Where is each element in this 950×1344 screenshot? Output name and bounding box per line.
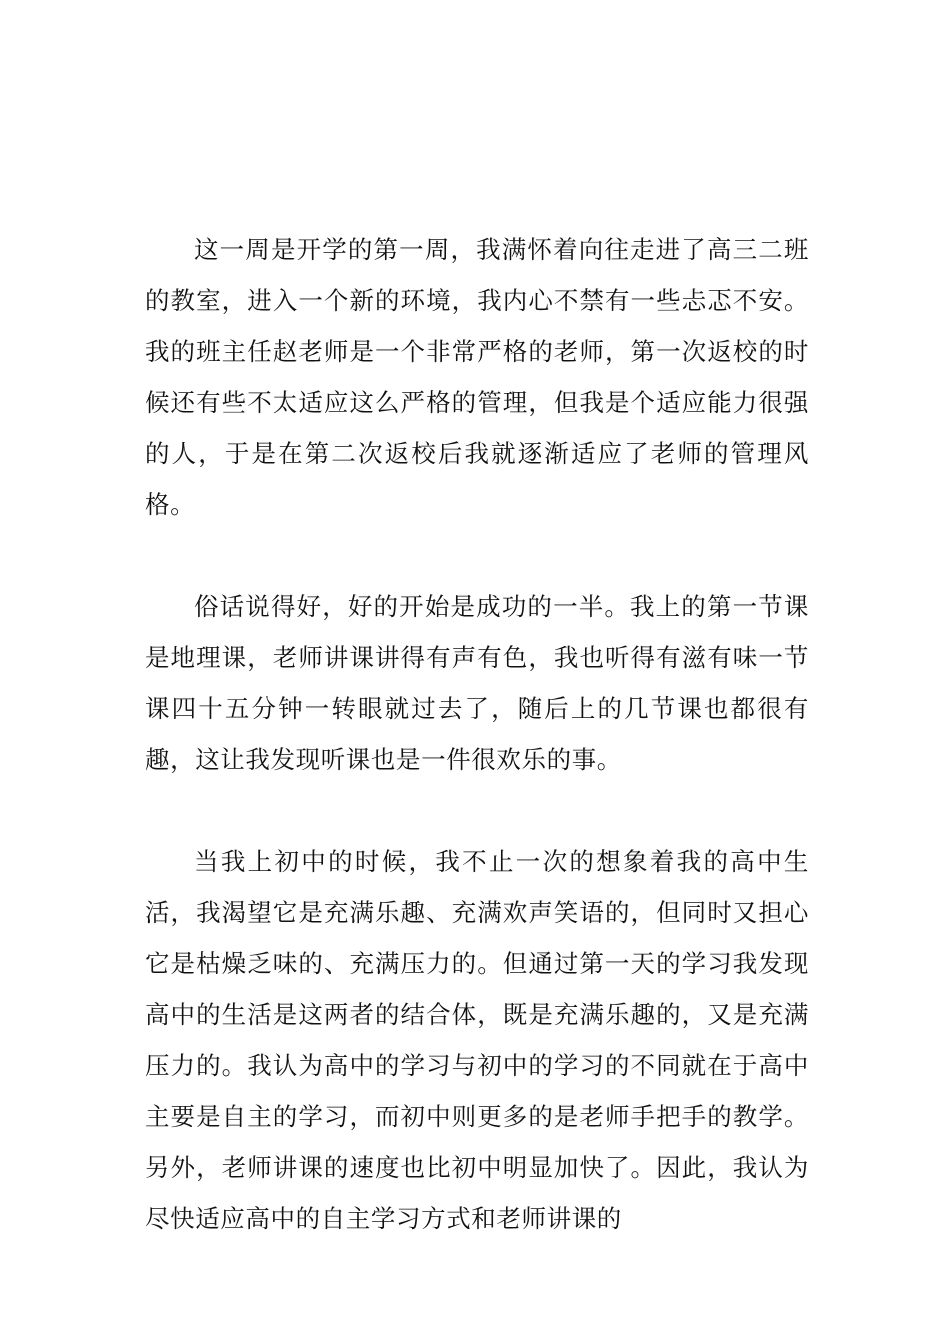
paragraph-2: 俗话说得好，好的开始是成功的一半。我上的第一节课是地理课，老师讲课讲得有声有色，我也听得有滋有味一节课四十五分钟一转眼就过去了，随后上的几节课也都很有趣，这让我发现听课也是一件很欢乐的事。	[145, 592, 809, 774]
paragraph-1: 这一周是开学的第一周，我满怀着向往走进了高三二班的教室，进入一个新的环境，我内心不禁有一些忐忑不安。我的班主任赵老师是一个非常严格的老师，第一次返校的时候还有些不太适应这么严格的管理，但我是个适应能力很强的人，于是在第二次返校后我就逐渐适应了老师的管理风格。	[145, 235, 809, 519]
document-body	[145, 224, 809, 1244]
paragraph-3: 当我上初中的时候，我不止一次的想象着我的高中生活，我渴望它是充满乐趣、充满欢声笑语的，但同时又担心它是枯燥乏味的、充满压力的。但通过第一天的学习我发现高中的生活是这两者的结合体，既是充满乐趣的，又是充满压力的。我认为高中的学习与初中的学习的不同就在于高中主要是自主的学习，而初中则更多的是老师手把手的教学。另外，老师讲课的速度也比初中明显加快了。因此，我认为尽快适应高中的自主学习方式和老师讲课的	[145, 847, 809, 1233]
